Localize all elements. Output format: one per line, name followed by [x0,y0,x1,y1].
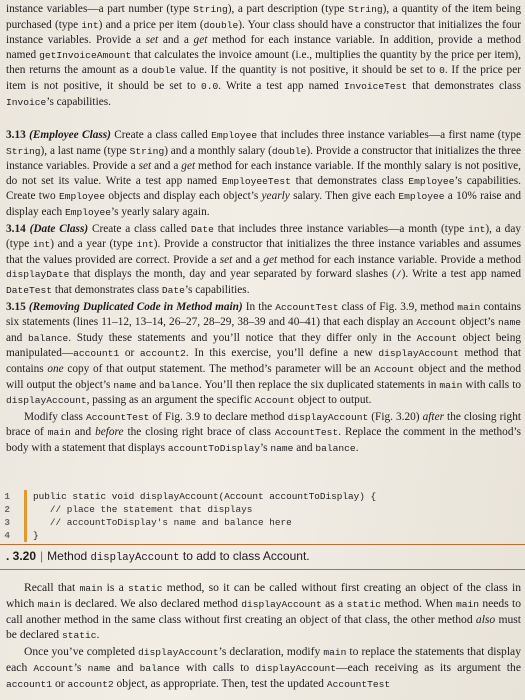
caption-top-rule [0,544,525,545]
inline-code: balance [139,663,180,674]
invoice-exercise-paragraph [6,2,521,111]
text-run: ’s declaration, modify [218,645,324,658]
inline-code: String [348,4,383,15]
emphasis: set [145,34,159,47]
text-run: method for each instance variable. In addition, provide a method named [6,34,521,61]
code-line [0,503,525,516]
text-run: and [136,378,159,391]
bottom-text [6,580,521,693]
text-run: the closing right brace of [6,410,521,439]
inline-code: AccountTest [274,427,339,439]
inline-code: int [468,223,486,235]
inline-code: name [113,379,137,391]
inline-code: name [497,317,521,329]
inline-code: getInvoiceAmount [39,49,132,61]
emphasis: get [193,34,208,47]
text-run: and a [232,253,264,266]
inline-code: AccountTest [326,679,391,690]
inline-code: main [79,583,103,594]
exercise-list [6,128,521,457]
inline-code: String [193,4,228,15]
emphasis: set [138,160,152,173]
inline-code: displayAccount [6,395,87,407]
text-run: that demonstrates class [407,79,521,92]
emphasis: yearly [261,190,290,203]
text-run: ’s capabilities. Create two [6,174,521,203]
inline-code: name [87,663,111,674]
text-run: ), a part description (type [227,3,349,15]
inline-code: main [457,301,481,313]
inline-code: balance [158,379,200,391]
text-run: with calls to [462,378,521,391]
text-run: ’s [260,441,271,454]
text-run: method for each instance variable. If the monthly salary is not positive, do not set its value. Write a test app named [6,160,521,187]
text-run: . [96,628,100,641]
inline-code: Invoice [6,96,47,108]
inline-code: Date [190,223,214,235]
line-number: 2 [0,503,27,516]
emphasis: set [219,253,233,266]
inline-code: displayDate [6,269,70,281]
text-run: and [293,441,316,454]
text-run: needs to call another method in the same class without first creating an object of that class, the other method [6,597,522,626]
text-run: —each receiving as its argument the [335,661,521,674]
text-run: with calls to [179,661,256,674]
inline-code: Employee [64,206,112,218]
inline-code: main [456,599,480,610]
text-run: . Write a test app named [218,79,344,92]
text-run: object to output. [294,394,372,407]
caption-text: Method [47,549,91,563]
text-run: is declared. We also declared method [60,597,242,610]
exercise-title: (Removing Duplicated Code in Method main) [28,300,243,313]
emphasis: one [47,362,64,375]
text-run: method. When [381,597,456,610]
text-run: or [52,677,68,690]
inline-code: Account [254,395,295,407]
inline-code: double [203,19,239,31]
text-run: . Replace the comment in the method’s body with a statement that displays [6,426,521,454]
inline-code: main [323,647,347,658]
emphasis: get [181,160,196,173]
text-run: and [70,426,96,439]
text-run: the closing right brace of class [123,426,275,439]
inline-code: Account [416,332,457,344]
text-run: (Fig. 3.20) [368,410,423,423]
figure-number: . 3.20 [6,549,37,563]
code-text: } [33,530,39,541]
rich-text [6,2,521,110]
inline-code: AccountTest [86,411,150,423]
inline-code: int [136,239,154,251]
line-number: 4 [0,529,27,542]
inline-code: accountToDisplay [167,442,261,454]
text-run: and a [158,34,194,47]
text-run: , passing as an argument the specific [86,394,255,407]
inline-code: static [346,599,381,610]
text-run: ) and a year (type [50,238,137,251]
text-run: object being manipulated— [6,331,521,360]
inline-code: displayAccount [241,599,322,610]
inline-code: int [81,19,99,31]
text-run: ’s yearly salary again. [111,205,210,218]
text-run: Modify class [24,410,87,423]
figure-caption [6,549,521,566]
exercise-number: 3.13 [6,129,26,141]
text-run: ). Your class should have a constructor that initializes the four instance variables. Provide a [6,18,522,47]
inline-code: Account [416,317,457,329]
inline-code: 0 [439,65,445,77]
text-run: ) and a price per item ( [98,18,204,31]
text-run: a 10% raise and display each [6,190,521,218]
inline-code: main [37,599,61,610]
exercise-title: (Date Class) [29,222,89,235]
text-run: objects and display each object’s [105,190,262,203]
text-run: . [355,441,359,454]
text-run: and [6,331,28,344]
text-run: . In this exercise, you’ll define a new [185,347,379,360]
text-run: that calculates the invoice amount (i.e., multiplies the quantity by the price per item), then returns the amount as a [6,48,521,77]
inline-code: account1 [6,679,53,690]
inline-code: double [141,65,176,77]
text-run: . If the price per item is not positive, it should be set to [6,64,521,92]
inline-code: Account [33,663,74,674]
line-number: 3 [0,516,27,529]
text-run: that displays the month, day and year separated by forward slashes ( [69,268,396,281]
exercise-body [6,129,521,218]
text-run: Once you’ve completed [24,645,139,658]
code-text: public static void displayAccount(Account accountToDisplay) { [33,491,377,502]
text-run: as a [321,597,347,610]
text-run: that includes three instance variables—a first name (type [257,129,522,141]
text-run: that includes three instance variables—a month (type [213,222,469,235]
text-run: object, as appropriate. Then, test the updated [113,677,327,690]
text-run: object and the method will output the object’s [6,362,521,391]
inline-code: balance [315,442,356,454]
text-run: ), a last name (type [40,144,130,157]
code-line [0,516,525,529]
exercise-3-14 [6,222,521,299]
text-run: method for each instance variable. Provide a method [277,253,521,266]
code-line [0,490,525,503]
inline-code: main [47,427,71,439]
caption-code: displayAccount [90,552,180,564]
text-run: ). Provide a constructor that initializes the three instance variables and assumes that the values provided are correct. Provide a [6,238,521,266]
inline-code: Employee [211,130,258,141]
text-run: must be declared [6,613,521,641]
code-line [0,529,525,542]
text-run: ’s capabilities. [184,283,250,296]
text-run: of Fig. 3.9 to declare method [149,410,288,423]
text-run: ), a day (type [6,222,521,251]
inline-code: Account [374,363,415,375]
emphasis: after [422,410,444,423]
inline-code: account1 [73,348,120,360]
caption-text: to add to class Account. [179,549,310,563]
text-run: and [110,661,140,674]
inline-code: String [129,145,165,157]
exercise-number: 3.14 [6,222,26,235]
code-comment: // place the statement that displays [33,504,253,515]
text-run: contains six statements (lines 11–12, 13–14, 26–27, 28–29, 38–39 and 40–41) that each display an [6,300,521,329]
text-run: object’s [456,316,498,329]
text-run: ’s capabilities. [46,95,111,108]
emphasis: before [95,426,124,439]
line-number: 1 [0,490,27,503]
text-run: salary. Then give each [289,190,399,203]
code-listing [0,490,525,542]
inline-code: double [271,145,307,157]
inline-code: main [439,379,463,391]
text-run: is a [102,581,128,594]
inline-code: InvoiceTest [343,80,408,92]
caption-separator: | [40,549,44,563]
inline-code: static [128,583,163,594]
emphasis: get [263,253,278,266]
text-run: Create a class called [88,222,191,235]
text-run: Recall that [24,581,80,594]
inline-code: DateTest [6,284,53,296]
text-run: ). Provide a constructor that initializes the three instance variables. Provide a [6,144,521,173]
inline-code: account2 [139,348,186,360]
text-run: to replace the statements that display each [6,645,521,674]
static-method-paragraph [6,580,521,643]
text-run: that demonstrates class [290,174,409,187]
inline-code: displayAccount [378,348,459,360]
text-run: instance variables—a part number (type [6,3,194,15]
exercise-3-13 [6,128,521,221]
modify-paragraph [6,410,521,457]
exercise-body [6,301,521,407]
inline-code: displayAccount [287,411,369,423]
text-run: ). Write a test app named [401,268,521,281]
inline-code: name [270,442,294,454]
text-run: class of Fig. 3.9, method [338,300,458,313]
text-run: . Study these statements and you’ll notice that they differ only in the [68,331,417,344]
inline-code: String [6,145,41,157]
text-run: method, so it can be called without first creating an object of the class in which [6,581,521,610]
text-run: Create a class called [110,129,212,141]
inline-code: displayAccount [138,647,219,658]
text-run: ) and a monthly salary ( [164,144,272,157]
text-run: that demonstrates class [52,283,162,296]
caption-bottom-rule [0,569,525,570]
text-run: method that contains [6,347,521,375]
exercise-number: 3.15 [6,300,26,313]
text-run: ’s [73,661,88,674]
text-run: ), a quantity of the item being purchased (type [6,3,521,31]
completion-paragraph [6,644,521,692]
inline-code: displayAccount [255,663,336,674]
inline-code: 0.0 [200,80,219,92]
inline-code: int [32,239,51,251]
inline-code: static [62,630,97,641]
inline-code: AccountTest [275,301,339,313]
inline-code: Employee [59,191,106,203]
inline-code: Employee [398,191,445,203]
inline-code: balance [27,332,69,344]
exercise-3-15 [6,300,521,409]
text-run: copy of that output statement. The method’s parameter will be an [63,362,375,375]
code-comment: // accountToDisplay's name and balance here [33,517,292,528]
emphasis: also [475,613,496,626]
inline-code: EmployeeTest [221,175,291,187]
text-run: and a [151,160,182,173]
inline-code: account2 [67,679,114,690]
text-run: value. If the quantity is not positive, it should be set to [175,64,440,77]
exercise-title: (Employee Class) [29,129,111,141]
text-run: or [119,347,140,360]
inline-code: Date [161,284,185,296]
inline-code: / [395,269,402,281]
text-run: . You’ll then replace the six duplicated statements in [199,378,440,391]
inline-code: Employee [408,175,455,187]
text-run: In the [242,300,276,313]
